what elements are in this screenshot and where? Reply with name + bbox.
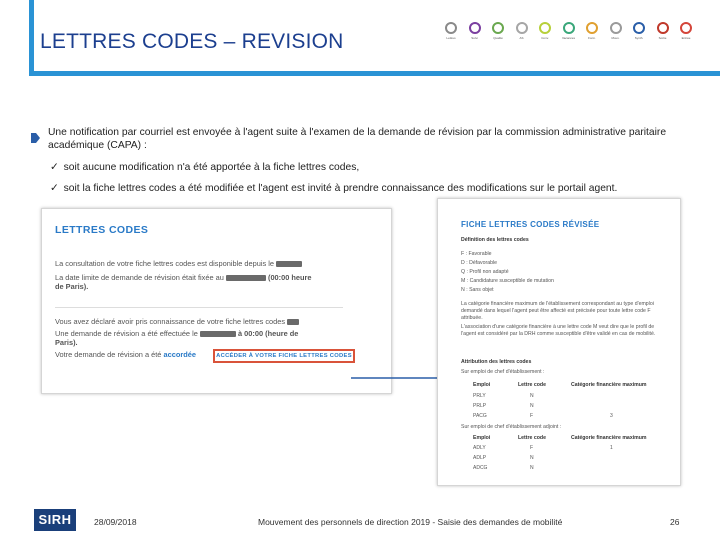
logo-item bbox=[581, 22, 603, 40]
note-paragraph: La catégorie financière maximum de l'établissement correspondant au type d'emploi demandé dans lequel l'agent peut être affecté est précisée pour toute lettre code F attribuée. bbox=[461, 301, 654, 321]
col-header-categorie: Catégorie financière maximum bbox=[571, 382, 647, 388]
table-cell-emploi: ADLY bbox=[473, 445, 486, 451]
group-label: Sur emploi de chef d'établissement adjoint : bbox=[461, 424, 562, 430]
table-cell-emploi: ADLP bbox=[473, 455, 487, 461]
logo-item bbox=[652, 22, 674, 40]
consultation-text bbox=[55, 259, 345, 268]
group-label: Sur emploi de chef d'établissement : bbox=[461, 369, 545, 375]
logo-caption: Sortie bbox=[658, 36, 667, 40]
logos-strip bbox=[440, 22, 702, 66]
logo-caption: Form. bbox=[588, 36, 596, 40]
definition-item: Q : Profil non adapté bbox=[461, 269, 509, 275]
revision-status-label: Votre demande de révision a été bbox=[55, 350, 162, 359]
check-icon: ✓ bbox=[50, 183, 59, 194]
logo-caption: Qualité bbox=[493, 36, 503, 40]
revision-request-text bbox=[55, 329, 345, 347]
consultation-label: La consultation de votre fiche lettres codes est disponible depuis le bbox=[55, 259, 274, 268]
table-cell-code: N bbox=[530, 393, 534, 399]
ring-icon bbox=[539, 22, 551, 34]
sirh-logo: SIRH bbox=[34, 509, 76, 531]
logo-caption: AS bbox=[519, 36, 524, 40]
logo-caption: Lettres bbox=[446, 36, 456, 40]
revision-status-value: accordée bbox=[163, 350, 196, 359]
logo-item bbox=[534, 22, 556, 40]
slide-title: LETTRES CODES – REVISION bbox=[40, 30, 344, 53]
ring-icon bbox=[563, 22, 575, 34]
deadline-zone: de Paris). bbox=[55, 282, 89, 292]
declaration-label: Vous avez déclaré avoir pris connaissance de votre fiche lettres codes bbox=[55, 317, 286, 326]
bullet-text: soit aucune modification n'a été apportée à la fiche lettres codes, bbox=[63, 162, 360, 173]
table-cell-code: N bbox=[530, 403, 534, 409]
intro-paragraph: Une notification par courriel est envoyée à l'agent suite à l'examen de la demande de révision par la commission administrative paritaire académique (CAPA) : bbox=[48, 127, 667, 151]
logo-item bbox=[464, 22, 486, 40]
bullet-text: soit la fiche lettres codes a été modifiée et l'agent est invité à prendre connaissance des modifications sur le portail agent. bbox=[63, 183, 618, 194]
table-cell-emploi: PACG bbox=[473, 413, 487, 419]
logo-caption: Suivi bbox=[471, 36, 478, 40]
col-header-lettre: Lettre code bbox=[518, 382, 546, 388]
logo-item bbox=[605, 22, 627, 40]
footer-date: 28/09/2018 bbox=[94, 517, 137, 527]
logo-item bbox=[628, 22, 650, 40]
ring-icon bbox=[516, 22, 528, 34]
screenshot-lettres-codes bbox=[41, 208, 392, 394]
page-number: 26 bbox=[670, 517, 680, 527]
table-cell-emploi: PRLP bbox=[473, 403, 487, 409]
definition-item: D : Défavorable bbox=[461, 260, 498, 266]
logo-caption: Conv. bbox=[541, 36, 549, 40]
definition-item: F : Favorable bbox=[461, 251, 492, 257]
ring-icon bbox=[586, 22, 598, 34]
declaration-text bbox=[55, 317, 345, 326]
check-icon: ✓ bbox=[50, 162, 59, 173]
logo-caption: Mouv. bbox=[611, 36, 620, 40]
screenshot-fiche-revisee bbox=[437, 198, 681, 486]
table-cell-code: F bbox=[530, 413, 534, 419]
redacted-date bbox=[276, 261, 302, 267]
table-cell-categorie: 1 bbox=[610, 445, 613, 451]
bullet-item bbox=[50, 183, 617, 195]
redacted-date bbox=[226, 275, 266, 281]
deadline-time: (00:00 bbox=[267, 273, 290, 282]
ring-icon bbox=[492, 22, 504, 34]
deadline-text bbox=[55, 273, 345, 291]
lettres-codes-heading: LETTRES CODES bbox=[55, 224, 149, 236]
logo-item bbox=[511, 22, 533, 40]
attribution-heading: Attribution des lettres codes bbox=[461, 359, 532, 365]
logo-item bbox=[675, 22, 697, 40]
revision-request-time: à 00:00 (heure de bbox=[237, 329, 299, 338]
ring-icon bbox=[445, 22, 457, 34]
note-paragraph: L'association d'une catégorie financière à une lettre code M veut dire que le profil de l'agent est considéré par la DRH comme susceptible d'être validé en cas de mobilité. bbox=[461, 324, 656, 337]
col-header-lettre: Lettre code bbox=[518, 435, 546, 441]
definition-item: M : Candidature susceptible de mutation bbox=[461, 278, 554, 284]
revision-request-zone: Paris). bbox=[55, 338, 78, 348]
col-header-emploi: Emploi bbox=[473, 435, 491, 441]
revision-request-label: Une demande de révision a été effectuée le bbox=[55, 329, 198, 338]
table-cell-categorie: 3 bbox=[610, 413, 613, 419]
ring-icon bbox=[657, 22, 669, 34]
table-cell-emploi: PRLY bbox=[473, 393, 486, 399]
redacted-date bbox=[200, 331, 236, 337]
fiche-revisee-heading: FICHE LETTRES CODES RÉVISÉE bbox=[461, 220, 600, 229]
ring-icon bbox=[610, 22, 622, 34]
definition-item: N : Sans objet bbox=[461, 287, 494, 293]
logo-caption: Entrée bbox=[681, 36, 691, 40]
table-cell-emploi: ADCG bbox=[473, 465, 488, 471]
redacted-date bbox=[287, 319, 299, 325]
ring-icon bbox=[633, 22, 645, 34]
acceder-fiche-button[interactable]: ACCÉDER À VOTRE FICHE LETTRES CODES bbox=[213, 349, 355, 363]
logo-item bbox=[487, 22, 509, 40]
col-header-emploi: Emploi bbox=[473, 382, 491, 388]
footer-title: Mouvement des personnels de direction 2019 - Saisie des demandes de mobilité bbox=[258, 517, 563, 527]
deadline-label: La date limite de demande de révision était fixée au bbox=[55, 273, 224, 282]
logo-item bbox=[440, 22, 462, 40]
table-cell-code: F bbox=[530, 445, 534, 451]
definitions-heading: Définition des lettres codes bbox=[461, 237, 529, 243]
deadline-hour-label: heure bbox=[291, 273, 312, 282]
bullet-item bbox=[50, 162, 359, 174]
bullet-arrow-icon bbox=[31, 131, 40, 145]
col-header-categorie: Catégorie financière maximum bbox=[571, 435, 647, 441]
table-cell-code: N bbox=[530, 465, 534, 471]
logo-caption: Vacances bbox=[562, 36, 575, 40]
ring-icon bbox=[680, 22, 692, 34]
divider bbox=[55, 307, 343, 308]
logo-caption: Synth. bbox=[634, 36, 644, 40]
table-cell-code: N bbox=[530, 455, 534, 461]
logo-item bbox=[558, 22, 580, 40]
ring-icon bbox=[469, 22, 481, 34]
connector-arrow-icon bbox=[351, 372, 451, 384]
